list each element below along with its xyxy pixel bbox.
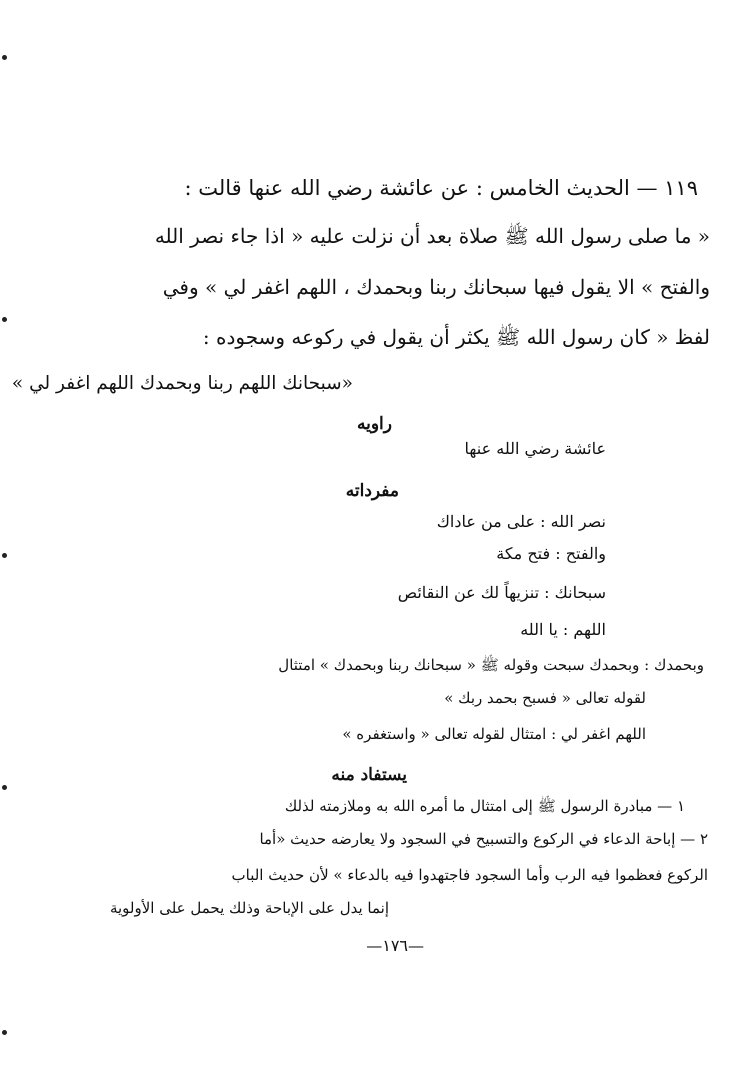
vocabulary-item: نصر الله : على من عاداك — [436, 512, 606, 531]
benefit-line: ١ — مبادرة الرسول ﷺ إلى امتثال ما أمره الله به وملازمته لذلك — [284, 797, 685, 815]
vocabulary-item: وبحمدك : وبحمدك سبحت وقوله ﷺ « سبحانك ربنا وبحمدك » امتثال — [278, 656, 704, 674]
benefits-heading: يستفاد منه — [331, 765, 407, 785]
hadith-line: « ما صلى رسول الله ﷺ صلاة بعد أن نزلت عليه « اذا جاء نصر الله — [154, 224, 710, 248]
narrator-name: عائشة رضي الله عنها — [464, 439, 606, 458]
margin-dot — [2, 317, 7, 322]
vocabulary-item: والفتح : فتح مكة — [496, 544, 606, 563]
benefit-line: الركوع فعظموا فيه الرب وأما السجود فاجتهدوا فيه بالدعاء » لأن حديث الباب — [231, 866, 708, 884]
benefit-line: ٢ — إباحة الدعاء في الركوع والتسبيح في السجود ولا يعارضه حديث «أما — [259, 830, 708, 848]
hadith-line: والفتح » الا يقول فيها سبحانك ربنا وبحمدك ، اللهم اغفر لي » وفي — [162, 275, 710, 299]
vocabulary-item: اللهم اغفر لي : امتثال لقوله تعالى « واستغفره » — [342, 725, 646, 743]
margin-dot — [2, 1030, 7, 1035]
vocabulary-item: سبحانك : تنزيهاً لك عن النقائص — [397, 583, 606, 602]
vocabulary-heading: مفرداته — [345, 481, 399, 501]
margin-dot — [2, 55, 7, 60]
page-number: —١٧٦— — [366, 936, 424, 955]
hadith-line: ١١٩ — الحديث الخامس : عن عائشة رضي الله عنها قالت : — [184, 176, 698, 200]
vocabulary-item: اللهم : يا الله — [520, 620, 606, 639]
vocabulary-item: لقوله تعالى « فسبح بحمد ربك » — [444, 689, 646, 707]
hadith-line: لفظ « كان رسول الله ﷺ يكثر أن يقول في ركوعه وسجوده : — [202, 325, 710, 349]
narrator-heading: راويه — [357, 414, 392, 434]
margin-dot — [2, 553, 7, 558]
benefit-line: إنما يدل على الإباحة وذلك يحمل على الأولوية — [109, 899, 389, 917]
hadith-line: «سبحانك اللهم ربنا وبحمدك اللهم اغفر لي » — [11, 373, 353, 394]
margin-dot — [2, 785, 7, 790]
